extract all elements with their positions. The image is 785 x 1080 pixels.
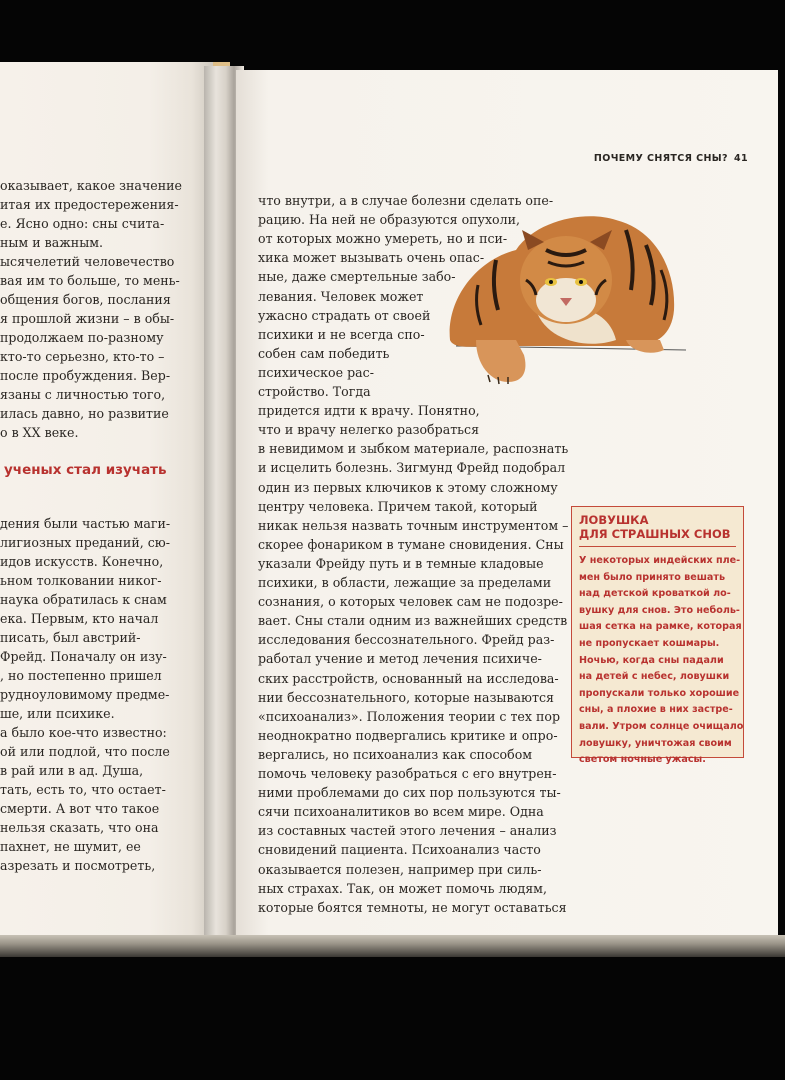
sidebar-text-line: мен было принято вешать [579, 571, 726, 583]
text-line: продолжаем по-разному [0, 330, 164, 345]
text-line: тать, есть то, что остает- [0, 782, 166, 797]
sidebar-text-line: пропускали только хорошие [579, 687, 740, 699]
sidebar-text-line: на детей с небес, ловушки [579, 671, 730, 683]
text-line: ека. Первым, кто начал [0, 611, 159, 626]
text-line: пахнет, не шумит, ее [0, 839, 141, 854]
sidebar-text-line: шая сетка на рамке, которая [579, 621, 742, 633]
sidebar-text-line: вушку для снов. Это неболь- [579, 604, 740, 616]
text-line: помочь человеку разобраться с его внутрен- [258, 766, 557, 781]
sidebar-text-line: сны, а плохие в них застре- [579, 704, 733, 716]
sidebar-text-line: Ночью, когда сны падали [579, 654, 724, 666]
text-line: оказывает, какое значение [0, 178, 182, 193]
sidebar-text-line: ловушку, уничтожая своим [579, 737, 732, 749]
text-line: психики, в области, лежащие за пределами [258, 575, 552, 590]
text-line: что и врачу нелегко разобраться [258, 422, 480, 438]
text-line: собен сам победить [258, 345, 390, 361]
text-line: ой или подлой, что после [0, 744, 170, 759]
text-line: исследования бессознательного. Фрейд раз- [258, 632, 555, 648]
text-line: сновидений пациента. Психоанализ часто [258, 842, 541, 858]
sidebar-title-line1: ЛОВУШКА [579, 513, 649, 527]
text-line: неоднократно подвергались критике и опро- [258, 727, 558, 743]
text-line: дения были частью маги- [0, 516, 171, 531]
text-line: вает. Сны стали одним из важнейших средств [258, 613, 568, 629]
text-line: и исцелить болезнь. Зигмунд Фрейд подобрал [258, 460, 566, 476]
text-line: нии бессознательного, которые называются [258, 689, 554, 705]
text-line: сознания, о которых человек сам не подозре- [258, 594, 563, 610]
text-line: центру человека. Причем такой, который [258, 498, 538, 514]
text-line: работал учение и метод лечения психиче- [258, 651, 542, 667]
text-line: ных страхах. Так, он может помочь людям, [258, 880, 547, 896]
sidebar-divider [579, 546, 736, 547]
text-line: скорее фонариком в тумане сновидения. Сны [258, 536, 564, 552]
text-line: из составных частей этого лечения – анализ [258, 823, 557, 839]
sidebar-text-line: над детской кроваткой ло- [579, 588, 731, 600]
text-line: азрезать и посмотреть, [0, 858, 156, 873]
text-line: ше, или психике. [0, 706, 115, 721]
text-line: , но постепенно пришел [0, 668, 162, 683]
text-line: ними проблемами до сих пор пользуются ты- [258, 785, 561, 801]
text-line: что внутри, а в случае болезни сделать опе- [258, 193, 554, 208]
text-line: которые боятся темноты, не могут оставаться [258, 899, 567, 915]
text-line: Фрейд. Поначалу он изу- [0, 649, 167, 664]
text-line: ные, даже смертельные забо- [258, 269, 456, 285]
text-line: в рай или в ад. Душа, [0, 763, 144, 778]
page-stack-edge [0, 935, 785, 957]
text-line: идов искусств. Конечно, [0, 554, 164, 569]
text-line: о в XX веке. [0, 425, 79, 440]
sidebar-text-line: вали. Утром солнце очищало [579, 720, 744, 732]
text-line: психики и не всегда спо- [258, 326, 425, 342]
text-line: ным и важным. [0, 235, 104, 250]
sidebar-title-line2: ДЛЯ СТРАШНЫХ СНОВ [579, 527, 731, 541]
text-line: кто-то серьезно, кто-то – [0, 349, 165, 364]
text-line: итая их предостережения- [0, 197, 179, 212]
text-line: рацию. На ней не образуются опухоли, [258, 212, 521, 228]
text-line: смерти. А вот что такое [0, 801, 160, 816]
text-line: ужасно страдать от своей [258, 307, 431, 323]
text-line: ьном толковании никог- [0, 573, 162, 588]
text-line: нельзя сказать, что она [0, 820, 159, 835]
sidebar-body [579, 553, 744, 769]
sidebar-text-line: не пропускает кошмары. [579, 637, 720, 649]
left-page-heading: ученых стал изучать [4, 462, 167, 478]
text-line: ысячелетий человечество [0, 254, 175, 269]
text-line: «психоанализ». Положения теории с тех пор [258, 708, 561, 724]
sidebar-box [571, 506, 744, 766]
text-line: ских расстройств, основанный на исследова- [258, 670, 559, 686]
text-line: общения богов, послания [0, 292, 171, 307]
text-line: придется идти к врачу. Понятно, [258, 403, 480, 419]
text-line: наука обратилась к снам [0, 592, 167, 607]
text-line: рудноуловимому предме- [0, 687, 170, 702]
running-head-title: ПОЧЕМУ СНЯТСЯ СНЫ? [593, 153, 728, 164]
sidebar-text-line: У некоторых индейских пле- [579, 555, 741, 566]
tiger-illustration [436, 190, 698, 400]
text-line: сячи психоаналитиков во всем мире. Одна [258, 804, 544, 820]
text-line: е. Ясно одно: сны счита- [0, 216, 165, 231]
text-line: стройство. Тогда [258, 384, 371, 399]
text-line: оказывается полезен, например при силь- [258, 861, 542, 877]
running-head [594, 153, 748, 164]
text-line: илась давно, но развитие [0, 406, 169, 421]
left-page [0, 62, 213, 944]
text-line: левания. Человек может [258, 288, 424, 304]
text-line: а было кое-что известно: [0, 725, 167, 740]
text-line: психическое рас- [258, 364, 374, 380]
text-line: от которых можно умереть, но и пси- [258, 231, 508, 247]
text-line: в невидимом и зыбком материале, распознать [258, 441, 569, 457]
text-line: я прошлой жизни – в обы- [0, 311, 175, 326]
text-line: один из первых ключиков к этому сложному [258, 479, 558, 495]
text-line: вая им то больше, то мень- [0, 273, 180, 288]
text-line: лигиозных преданий, сю- [0, 535, 170, 550]
page-number: 41 [733, 153, 748, 164]
text-line: писать, был австрий- [0, 630, 141, 645]
text-line: язаны с личностью того, [0, 387, 166, 402]
right-page [236, 70, 778, 950]
text-line: хика может вызывать очень опас- [258, 250, 485, 266]
text-line: никак нельзя назвать точным инструментом – [258, 517, 569, 533]
text-line: указали Фрейду путь и в темные кладовые [258, 555, 544, 571]
text-line: после пробуждения. Вер- [0, 368, 171, 383]
sidebar-text-line: светом ночные ужасы. [579, 754, 706, 766]
book-spread [0, 62, 785, 960]
text-line: вергались, но психоанализ как способом [258, 746, 533, 762]
